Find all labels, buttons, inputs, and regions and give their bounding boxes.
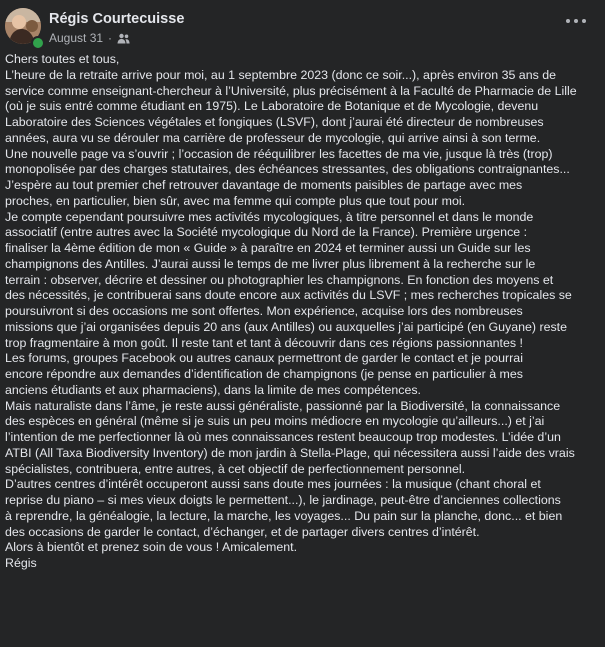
post-text-line: associatif (entre autres avec la Société mycologique du Nord de la France). Première urgence : — [5, 225, 528, 240]
post-text-line: encore répondre aux demandes d’identification de champignons (je pense en particulier à mes — [5, 367, 523, 381]
post-text-line: finaliser la 4ème édition de mon « Guide » à paraître en 2024 et terminer aussi un Guide sur les — [5, 241, 531, 255]
post-meta — [49, 31, 130, 45]
post-text-line: des espèces en général (même si je suis un peu moins médiocre en mycologie qu’ailleurs...) et j’ai — [5, 414, 545, 429]
post-text-line: J’espère au tout premier chef retrouver davantage de moments paisibles de partage avec mes — [5, 178, 523, 192]
post-text-line: l’intention de me perfectionner là où mes connaissances restent beaucoup trop modestes. L’idée d’un — [5, 430, 561, 444]
post-text-line: spécialistes, contribuera, entre autres, à cet objectif de perfectionnement personnel. — [5, 461, 466, 476]
post-body-text — [5, 52, 603, 572]
post-text-line: Les forums, groupes Facebook ou autres canaux permettront de garder le contact et je pourrai — [5, 351, 523, 366]
post-author-name[interactable]: Régis Courtecuisse — [49, 11, 185, 27]
post-text-line: proches, en particulier, bien sûr, avec ma femme qui compte plus que tout pour moi. — [5, 193, 466, 208]
meta-separator: · — [108, 31, 113, 45]
post-text-line: Je compte cependant poursuivre mes activités mycologiques, à titre personnel et dans le monde — [5, 209, 534, 224]
post-text-line: Régis — [5, 556, 37, 570]
post-text-line: missions que j’ai organisées depuis 20 ans (aux Antilles) ou auxquelles j’ai participé (en Guyane) reste — [5, 319, 568, 334]
online-status-indicator — [31, 36, 45, 50]
post-text-line: reprise du piano – si mes vieux doigts le permettent...), le jardinage, peut-être d’anciennes collections — [5, 493, 561, 507]
post-text-line: terrain : observer, décrire et dessiner ou photographier les champignons. En fonction des moyens et — [5, 272, 554, 287]
post-text-line: Une nouvelle page va s’ouvrir ; l’occasion de rééquilibrer les facettes de ma vie, jusque là très (trop) — [5, 146, 553, 161]
post-text-line: ATBI (All Taxa Biodiversity Inventory) de mon jardin à Stella-Plage, qui nécessitera aussi l’aide des vrais — [5, 445, 575, 460]
post-text-line: poursuivront si des occasions me sont offertes. Mon expérience, acquise lors des nombreuses — [5, 304, 523, 318]
post-text-line: Mais naturaliste dans l’âme, je reste aussi généraliste, passionné par la Biodiversité, la connaissance — [5, 398, 561, 413]
post-text-line: Chers toutes et tous, — [5, 52, 120, 66]
more-options-icon[interactable] — [566, 13, 586, 29]
post-text-line: service comme enseignant-chercheur à l’Université, plus précisément à la Faculté de Pharmacie de Lille — [5, 83, 577, 98]
post-text-line: des occasions de garder le contact, d’échanger, et de partager divers centres d’intérêt. — [5, 524, 480, 539]
post-header — [5, 5, 600, 47]
post-text-line: des nécessités, je contribuerai sans doute encore aux activités du LSVF ; mes recherches tropicales se — [5, 288, 572, 303]
post-text-line: années, aura vu se dérouler ma carrière de professeur de mycologie, qui arrive ainsi à son terme. — [5, 130, 541, 145]
post-text-line: L’heure de la retraite arrive pour moi, au 1 septembre 2023 (donc ce soir...), après environ 35 ans de — [5, 67, 557, 82]
post-text-line: monopolisée par des charges statutaires, des échéances stressantes, des obligations contraignantes... — [5, 162, 570, 177]
post-text-line: champignons des Antilles. J’aurai aussi le temps de me livrer plus librement à la recherche sur le — [5, 256, 536, 271]
post-text-line: à reprendre, la généalogie, la lecture, la marche, les voyages... Du pain sur la planche, donc... et bien — [5, 508, 563, 523]
post-text-line: trop fragmentaire à mon goût. Il reste tant et tant à découvrir dans ces régions passionnantes ! — [5, 335, 523, 350]
post-text-line: Alors à bientôt et prenez soin de vous ! Amicalement. — [5, 540, 298, 555]
post-date[interactable]: August 31 — [49, 31, 104, 45]
post-text-line: anciens étudiants et aux pharmaciens), dans la limite de mes compétences. — [5, 382, 421, 397]
friends-icon[interactable] — [117, 33, 130, 44]
post-text-line: D’autres centres d’intérêt occuperont aussi sans doute mes journées : la musique (chant choral et — [5, 477, 541, 492]
post-text-line: Laboratoire des Sciences végétales et fongiques (LSVF), dont j’aurai été directeur de nombreuses — [5, 115, 544, 129]
post-text-line: (où je suis entré comme étudiant en 1975). Le Laboratoire de Botanique et de Mycologie, devenu — [5, 99, 539, 114]
